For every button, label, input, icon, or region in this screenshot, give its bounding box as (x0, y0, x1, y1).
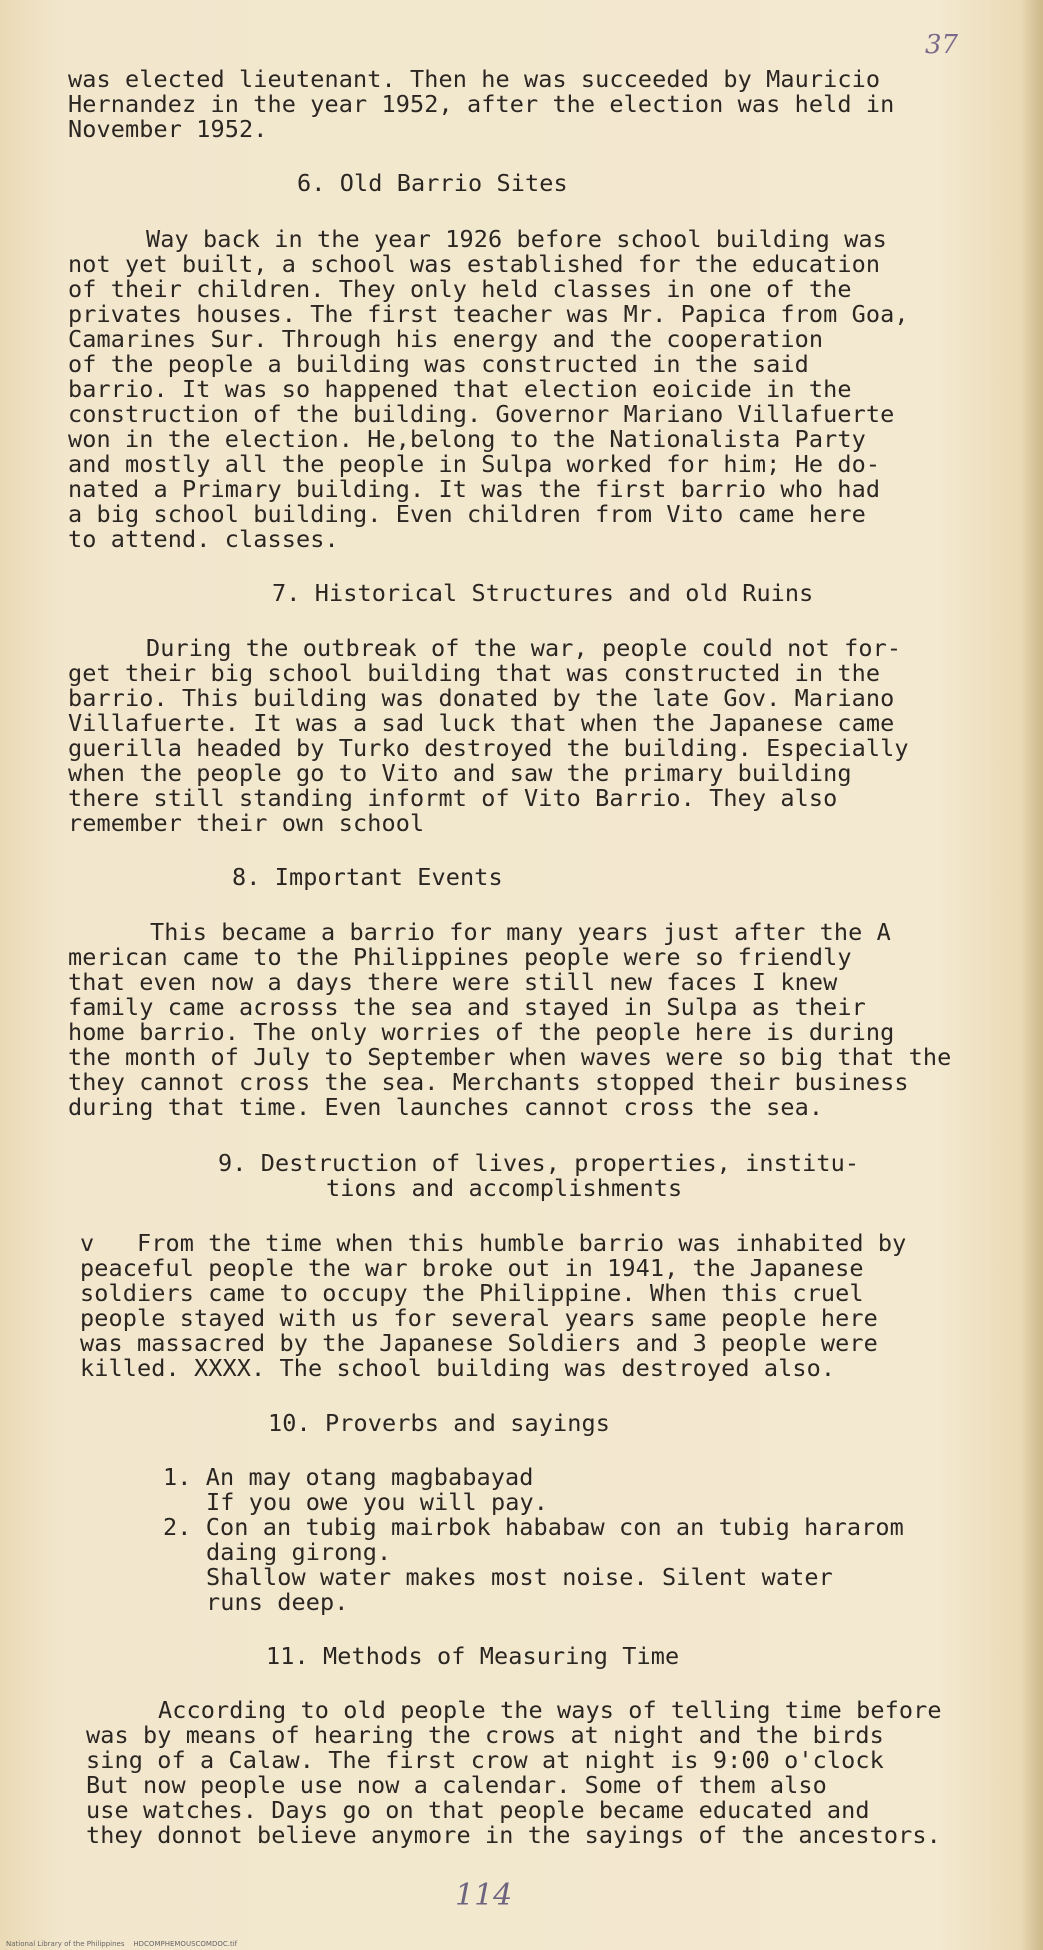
text-line: runs deep. (206, 1588, 349, 1616)
text-line: privates houses. The first teacher was Mr. Papica from Goa, (68, 300, 909, 328)
text-line: that even now a days there were still new faces I knew (68, 968, 838, 996)
text-line: killed. XXXX. The school building was destroyed also. (80, 1354, 836, 1382)
text-line: during that time. Even launches cannot cross the sea. (68, 1093, 824, 1121)
footer-caption: National Library of the Philippines HDCOMPHEMOUSCOMDOC.tif (6, 1940, 238, 1948)
text-line: During the outbreak of the war, people could not for- (146, 634, 902, 662)
text-line: was elected lieutenant. Then he was succeeded by Mauricio (68, 65, 881, 93)
text-line: daing girong. (206, 1538, 392, 1566)
text-line: sing of a Calaw. The first crow at night is 9:00 o'clock (86, 1746, 884, 1774)
text-line: 11. Methods of Measuring Time (266, 1642, 680, 1670)
text-line: 6. Old Barrio Sites (297, 169, 568, 197)
text-line: Way back in the year 1926 before school building was (146, 225, 887, 253)
page-mark: 37 (925, 30, 959, 60)
text-line: when the people go to Vito and saw the primary building (68, 759, 852, 787)
text-line: and mostly all the people in Sulpa worked for him; He do- (68, 450, 881, 478)
text-line: was massacred by the Japanese Soldiers and 3 people were (80, 1329, 878, 1357)
text-line: use watches. Days go on that people became educated and (86, 1796, 870, 1824)
text-line: But now people use now a calendar. Some of them also (86, 1771, 827, 1799)
text-line: If you owe you will pay. (206, 1488, 548, 1516)
text-line: 8. Important Events (232, 863, 503, 891)
text-line: the month of July to September when waves were so big that the (68, 1043, 952, 1071)
text-line: Shallow water makes most noise. Silent water (206, 1563, 833, 1591)
text-line: Hernandez in the year 1952, after the election was held in (68, 90, 895, 118)
text-line: they cannot cross the sea. Merchants stopped their business (68, 1068, 909, 1096)
text-line: merican came to the Philippines people were so friendly (68, 943, 852, 971)
text-line: home barrio. The only worries of the people here is during (68, 1018, 895, 1046)
text-line: 10. Proverbs and sayings (268, 1409, 610, 1437)
text-line: they donnot believe anymore in the sayings of the ancestors. (86, 1821, 941, 1849)
text-line: barrio. It was so happened that election eoicide in the (68, 375, 852, 403)
text-line: not yet built, a school was established for the education (68, 250, 881, 278)
text-line: 1. An may otang magbabayad (163, 1463, 534, 1491)
text-line: Camarines Sur. Through his energy and the cooperation (68, 325, 824, 353)
text-line: there still standing informt of Vito Barrio. They also (68, 784, 838, 812)
text-line: nated a Primary building. It was the first barrio who had (68, 475, 881, 503)
text-line: November 1952. (68, 115, 268, 143)
text-line: to attend. classes. (68, 525, 339, 553)
text-line: 2. Con an tubig mairbok hababaw con an tubig hararom (163, 1513, 904, 1541)
text-line: construction of the building. Governor Mariano Villafuerte (68, 400, 895, 428)
text-line: v From the time when this humble barrio was inhabited by (80, 1229, 907, 1257)
text-line: a big school building. Even children from Vito came here (68, 500, 866, 528)
text-line: won in the election. He,belong to the Nationalista Party (68, 425, 866, 453)
handwritten-page-number: 114 (455, 1878, 513, 1913)
text-line: get their big school building that was constructed in the (68, 659, 881, 687)
text-line: Villafuerte. It was a sad luck that when the Japanese came (68, 709, 895, 737)
text-line: tions and accomplishments (326, 1174, 683, 1202)
text-line: 9. Destruction of lives, properties, institu- (218, 1149, 860, 1177)
text-line: barrio. This building was donated by the late Gov. Mariano (68, 684, 895, 712)
text-line: remember their own school (68, 809, 425, 837)
text-line: According to old people the ways of telling time before (158, 1696, 942, 1724)
text-line: of their children. They only held classes in one of the (68, 275, 852, 303)
text-line: guerilla headed by Turko destroyed the building. Especially (68, 734, 909, 762)
text-line: This became a barrio for many years just after the A (150, 918, 891, 946)
text-line: of the people a building was constructed in the said (68, 350, 809, 378)
text-line: 7. Historical Structures and old Ruins (272, 579, 814, 607)
page-edge (1021, 0, 1043, 1950)
text-line: family came acrosss the sea and stayed in Sulpa as their (68, 993, 866, 1021)
text-line: was by means of hearing the crows at night and the birds (86, 1721, 884, 1749)
text-line: soldiers came to occupy the Philippine. When this cruel (80, 1279, 864, 1307)
text-line: people stayed with us for several years same people here (80, 1304, 878, 1332)
text-line: peaceful people the war broke out in 1941, the Japanese (80, 1254, 864, 1282)
